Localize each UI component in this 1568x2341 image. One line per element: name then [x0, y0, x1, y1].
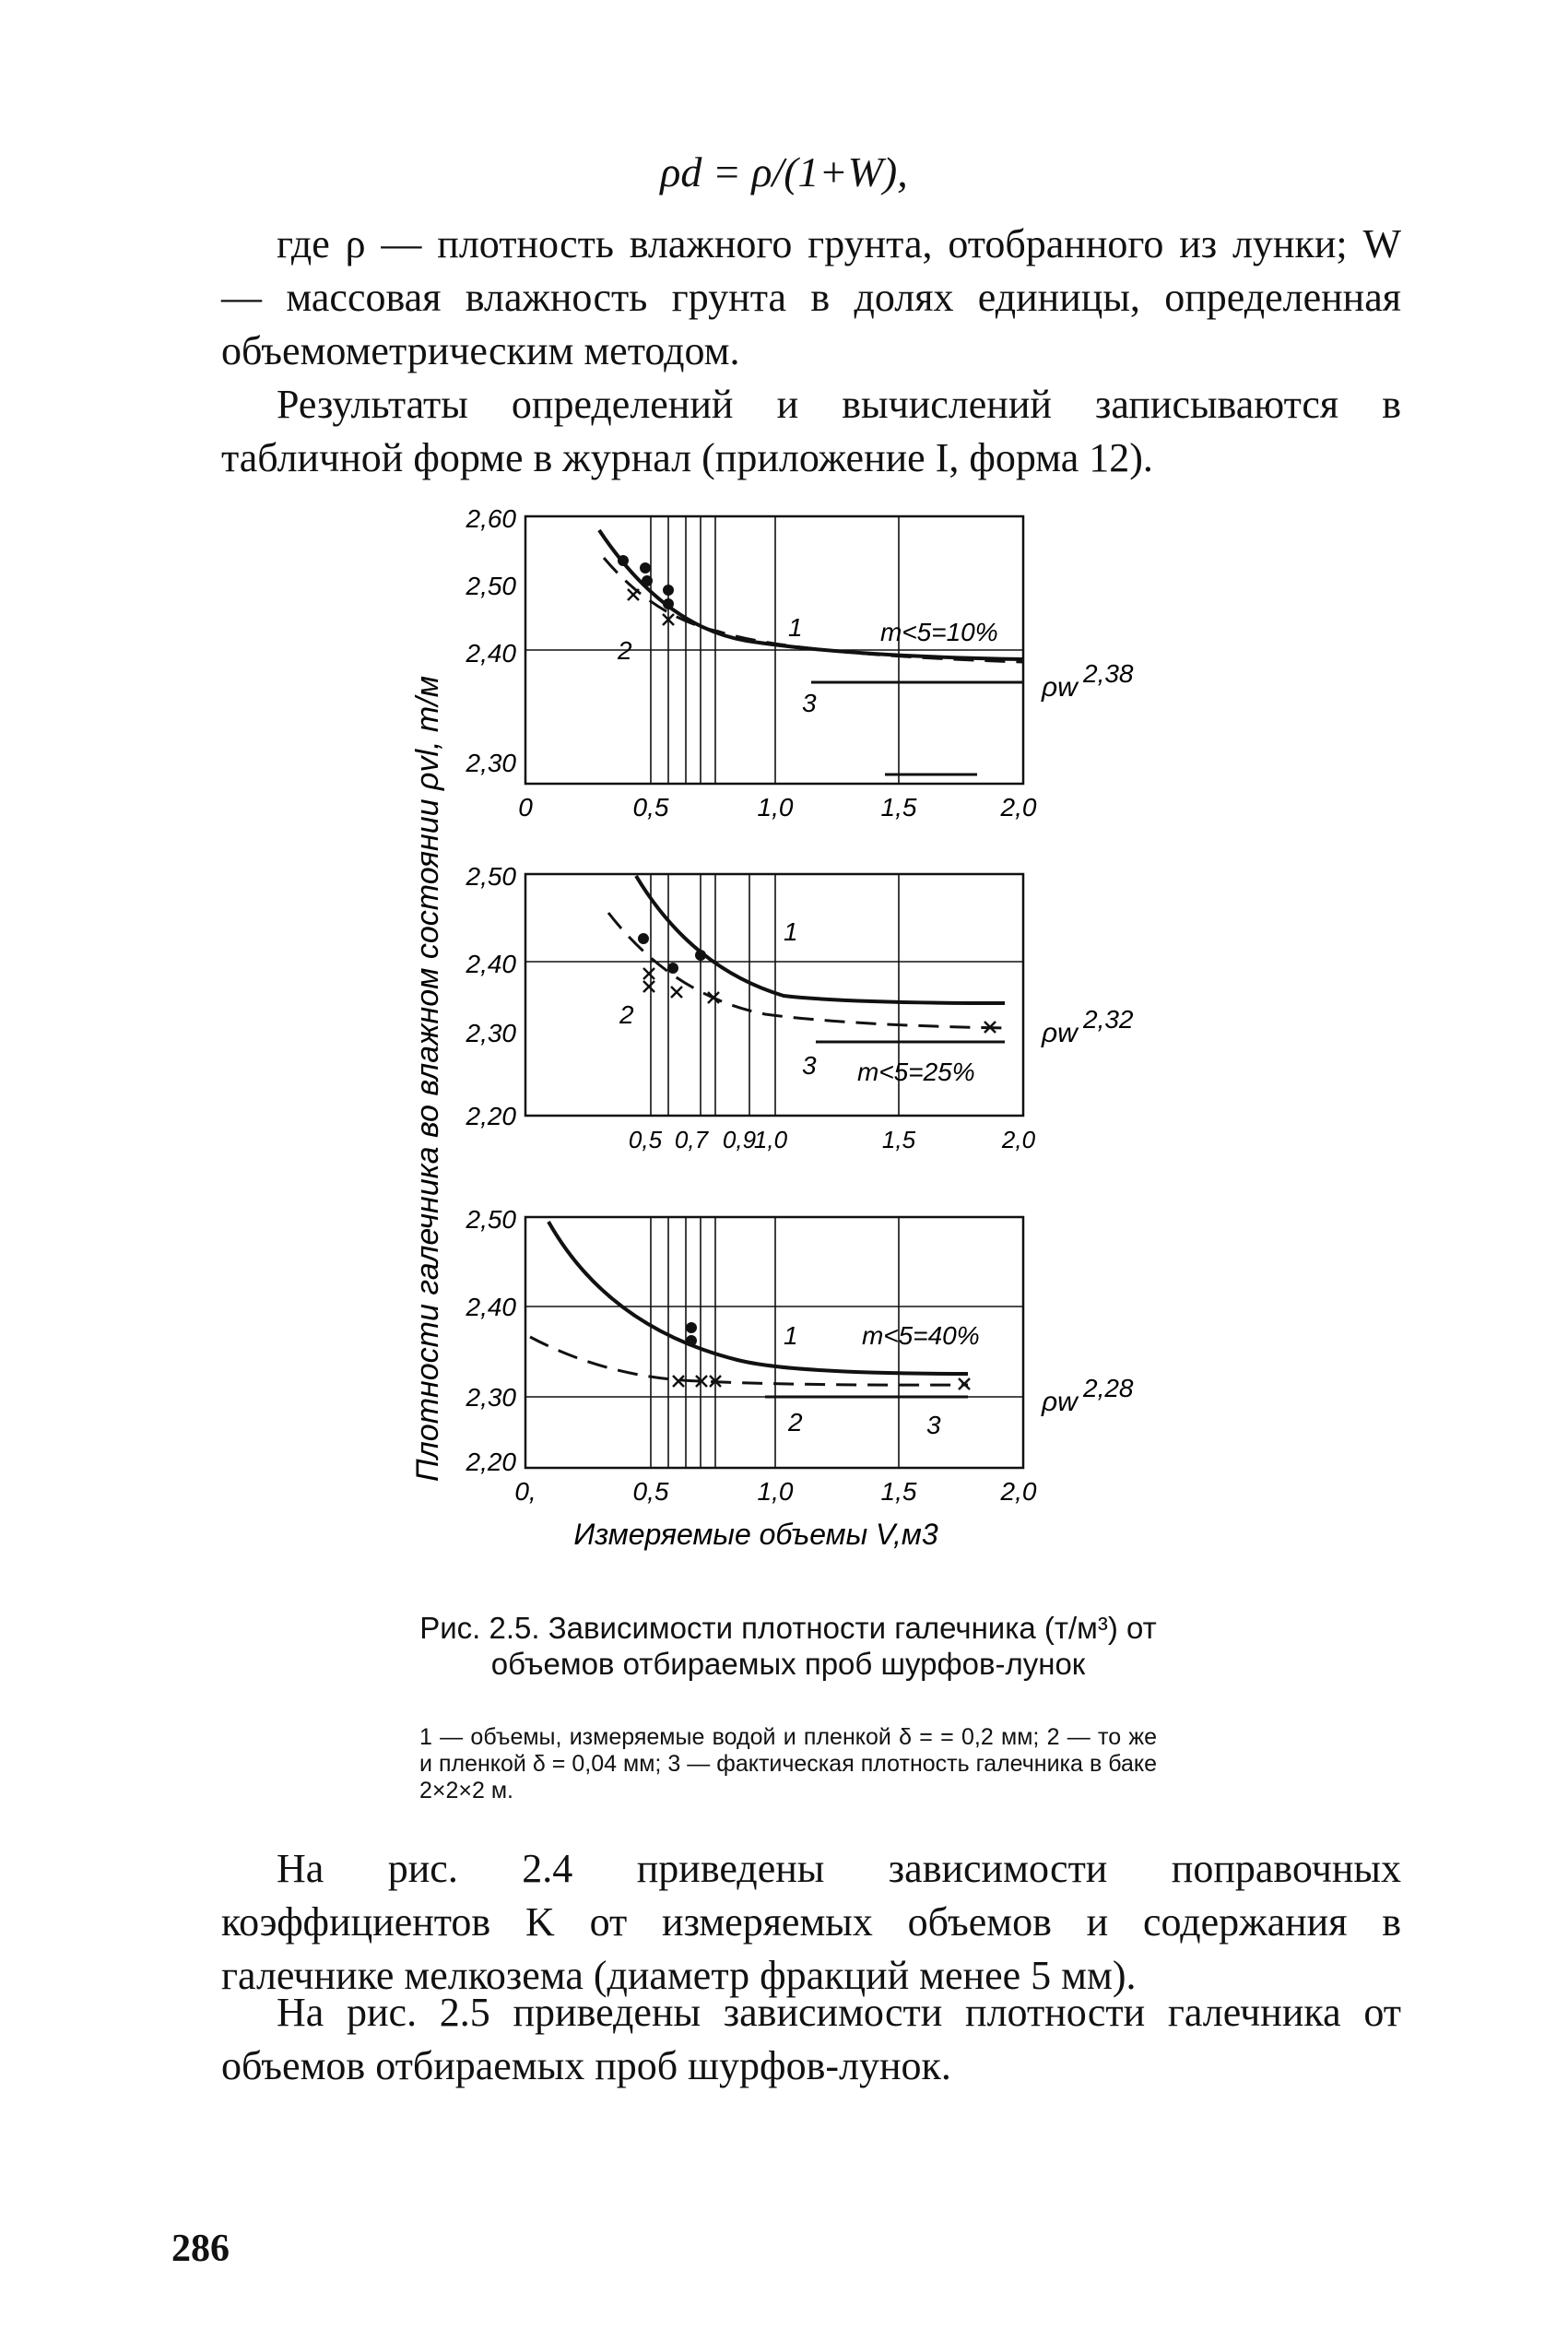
svg-text:0,5: 0,5 — [628, 1126, 663, 1153]
svg-text:2,0: 2,0 — [1001, 1126, 1036, 1153]
chart-panel-1 — [466, 504, 1134, 822]
x-ticks — [518, 793, 1037, 822]
label-curve-3: 3 — [926, 1411, 941, 1439]
svg-text:2,30: 2,30 — [466, 1019, 516, 1047]
svg-text:2,40: 2,40 — [466, 639, 516, 668]
figure-legend: 1 — объемы, измеряемые водой и пленкой δ = = 0,2 мм; 2 — то же и пленкой δ = 0,04 мм; 3 — фактическая плотность галечника в баке 2×2×2 м. — [419, 1724, 1157, 1803]
grid — [525, 516, 1023, 784]
points-cross — [673, 1376, 970, 1389]
label-curve-3: 3 — [802, 1051, 817, 1080]
paragraph-fig-2-4: На рис. 2.4 приведены зависимости поправочных коэффициентов K от измеряемых объемов и содержания в галечнике мелкозема (диаметр фракций менее 5 мм). — [221, 1846, 1401, 1998]
svg-text:2,50: 2,50 — [466, 862, 516, 891]
svg-text:0,: 0, — [514, 1477, 536, 1506]
x-ticks — [629, 1126, 1036, 1153]
curve-1 — [548, 1222, 968, 1374]
svg-text:2,40: 2,40 — [466, 1293, 516, 1321]
rho-value: 2,28 — [1083, 1374, 1134, 1402]
svg-text:1,0: 1,0 — [757, 1477, 794, 1506]
svg-text:2,60: 2,60 — [466, 504, 516, 533]
label-curve-2: 2 — [619, 1000, 634, 1029]
svg-text:2,0: 2,0 — [1000, 793, 1037, 822]
svg-text:1,5: 1,5 — [880, 793, 917, 822]
paragraph-fig-2-5: На рис. 2.5 приведены зависимости плотности галечника от объемов отбираемых проб шурфов-лунок. — [221, 1990, 1401, 2088]
svg-text:2,50: 2,50 — [466, 572, 516, 600]
formula: ρd = ρ/(1+W), — [660, 148, 908, 195]
condition-label: m<5=40% — [862, 1321, 980, 1350]
label-curve-1: 1 — [784, 917, 798, 946]
curve-2 — [604, 558, 1023, 662]
x-ticks — [514, 1477, 1037, 1506]
label-curve-2: 2 — [788, 1408, 803, 1437]
paragraph-results: Результаты определений и вычислений записываются в табличной форме в журнал (приложение I, форма 12). — [221, 382, 1401, 480]
svg-text:2,0: 2,0 — [1000, 1477, 1037, 1506]
svg-text:2,20: 2,20 — [466, 1102, 516, 1130]
rho-label: ρw — [1042, 1387, 1078, 1417]
y-ticks — [466, 504, 517, 777]
label-curve-1: 1 — [784, 1321, 798, 1350]
label-curve-2: 2 — [618, 636, 632, 665]
y-ticks — [466, 862, 517, 1130]
svg-text:2,30: 2,30 — [466, 749, 516, 777]
points-filled — [686, 1322, 697, 1346]
rho-label: ρw — [1042, 1018, 1078, 1048]
svg-text:0,5: 0,5 — [632, 793, 669, 822]
condition-label: m<5=10% — [880, 618, 998, 646]
svg-text:2,40: 2,40 — [466, 950, 516, 978]
rho-value: 2,32 — [1083, 1005, 1134, 1034]
rho-value: 2,38 — [1083, 659, 1134, 688]
points-filled — [638, 933, 706, 974]
svg-text:0,9: 0,9 — [722, 1126, 757, 1153]
svg-text:0,7: 0,7 — [674, 1126, 709, 1153]
rho-label: ρw — [1042, 672, 1078, 703]
condition-label: m<5=25% — [857, 1058, 975, 1086]
figure-2-5 — [369, 498, 1161, 1567]
svg-text:2,30: 2,30 — [466, 1383, 516, 1412]
y-ticks — [466, 1205, 517, 1476]
svg-text:0,5: 0,5 — [632, 1477, 669, 1506]
svg-text:1,5: 1,5 — [881, 1126, 916, 1153]
figure-caption: Рис. 2.5. Зависимости плотности галечника (т/м³) от объемов отбираемых проб шурфов-лунок — [419, 1611, 1157, 1681]
svg-text:0: 0 — [518, 793, 533, 822]
curve-1 — [636, 876, 1005, 1003]
chart-panel-3 — [466, 1205, 1134, 1506]
paragraph-definitions: где ρ — плотность влажного грунта, отобранного из лунки; W — массовая влажность грунта в долях единицы, определенная объемометрическим методом. — [221, 221, 1401, 373]
page-number: 286 — [171, 2228, 230, 2270]
svg-text:1,5: 1,5 — [880, 1477, 917, 1506]
svg-text:1,0: 1,0 — [753, 1126, 788, 1153]
label-curve-1: 1 — [788, 613, 803, 642]
x-axis-label: Измеряемые объемы V,м3 — [573, 1518, 938, 1551]
chart-panel-2 — [466, 862, 1134, 1153]
svg-text:2,20: 2,20 — [466, 1448, 516, 1476]
y-axis-label: Плотности галечника во влажном состоянии ρvl, т/м — [410, 675, 445, 1483]
svg-text:2,50: 2,50 — [466, 1205, 516, 1234]
svg-text:1,0: 1,0 — [757, 793, 794, 822]
label-curve-3: 3 — [802, 689, 817, 717]
